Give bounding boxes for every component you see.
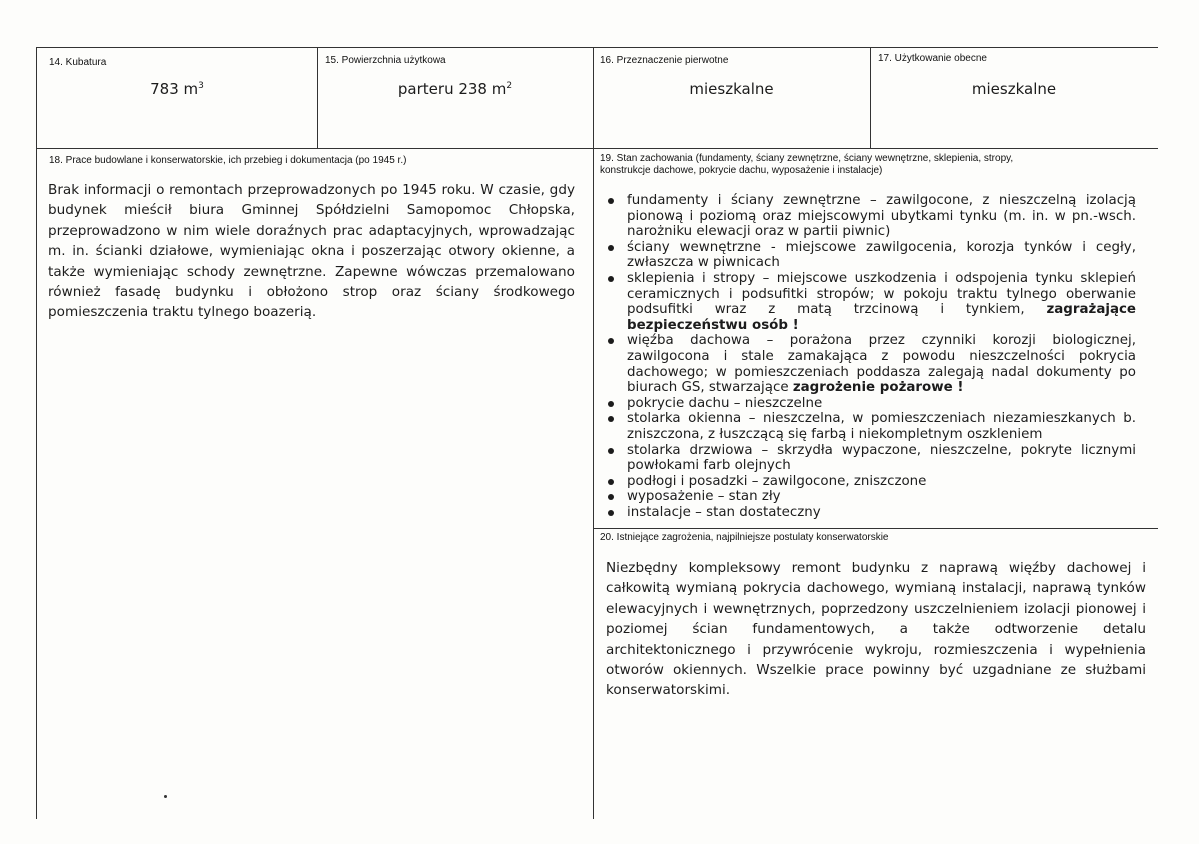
field-19-condition-list	[601, 193, 1136, 520]
field-14-unit-exponent: 3	[198, 81, 204, 91]
field-15-value	[317, 80, 593, 98]
field-14-label: 14. Kubatura	[49, 57, 107, 68]
field-15-value-text: parteru 238 m	[397, 80, 507, 98]
list-item: instalacje – stan dostateczny	[601, 505, 1136, 521]
field-19-label-line-1: 19. Stan zachowania (fundamenty, ściany zewnętrzne, ściany wewnętrzne, sklepienia, stropy,	[600, 153, 1014, 164]
field-14-value-text: 783 m	[150, 80, 199, 98]
list-item: pokrycie dachu – nieszczelne	[601, 396, 1136, 412]
field-14-value	[37, 80, 317, 98]
list-item: wyposażenie – stan zły	[601, 489, 1136, 505]
field-17-value: mieszkalne	[971, 80, 1057, 98]
field-19-label	[600, 153, 1150, 177]
row-divider-right	[593, 528, 1158, 529]
list-item: podłogi i posadzki – zawilgocone, zniszczone	[601, 474, 1136, 490]
stray-dot	[164, 795, 167, 798]
column-divider-center	[593, 48, 594, 819]
field-18-text: Brak informacji o remontach przeprowadzonych po 1945 roku. W czasie, gdy budynek mieścił biura Gminnej Spółdzielni Samopomoc Chłopska, przeprowadzono w nim wiele doraźnych prac adaptacyjnych, wprowadzając m. in. ścianki działowe, wymieniając okna i poszerzając otwory okienne, a także wymieniając schody zewnętrzne. Zapewne wówczas przemalowano również fasadę budynku i obłożono strop oraz ściany środkowego pomieszczenia traktu tylnego boazerią.	[48, 182, 575, 321]
list-item: więźba dachowa – porażona przez czynniki korozji biologicznej, zawilgocona i stale zamakająca z powodu nieszczelności pokrycia dachowego; w pomieszczeniach poddasza zalegają nadal dokumenty po biurach GS, stwarzające zagrożenie pożarowe !	[601, 333, 1136, 395]
list-item: stolarka drzwiowa – skrzydła wypaczone, nieszczelne, pokryte licznymi powłokami farb olejnych	[601, 443, 1136, 474]
field-15-unit-exponent: 2	[506, 81, 513, 91]
column-divider-3	[870, 48, 871, 148]
field-18-label: 18. Prace budowlane i konserwatorskie, ich przebieg i dokumentacja (po 1945 r.)	[49, 155, 407, 166]
field-16-label: 16. Przeznaczenie pierwotne	[600, 55, 729, 66]
field-19-label-line-2: konstrukcje dachowe, pokrycie dachu, wyposażenie i instalacje)	[600, 165, 883, 176]
column-divider-1	[317, 48, 318, 148]
field-20-label: 20. Istniejące zagrożenia, najpilniejsze postulaty konserwatorskie	[600, 532, 889, 543]
list-item: stolarka okienna – nieszczelna, w pomieszczeniach niezamieszkanych b. zniszczona, z łuszczącą się farbą i niekompletnym oszkleniem	[601, 411, 1136, 442]
list-item: fundamenty i ściany zewnętrzne – zawilgocone, z nieszczelną izolacją pionową i poziomą oraz miejscowymi ubytkami tynku (m. in. w pn.-wsch. narożniku elewacji oraz w partii piwnic)	[601, 193, 1136, 240]
row-divider-top	[37, 148, 1158, 149]
list-item: sklepienia i stropy – miejscowe uszkodzenia i odspojenia tynku sklepień ceramicznych i podsufitki stropów; w pokoju traktu tylnego oberwanie podsufitki wraz z matą trzcinową i tynkiem, zagrażające bezpieczeństwu osób !	[601, 271, 1136, 333]
list-item: ściany wewnętrzne - miejscowe zawilgocenia, korozja tynków i cegły, zwłaszcza w piwnicach	[601, 240, 1136, 271]
field-15-label: 15. Powierzchnia użytkowa	[325, 55, 446, 66]
form-sheet	[36, 47, 1158, 819]
field-20-text: Niezbędny kompleksowy remont budynku z naprawą więźby dachowej i całkowitą wymianą pokrycia dachowego, wymianą instalacji, naprawą tynków elewacyjnych i wewnętrznych, poprzedzony uszczelnieniem izolacji pionowej i poziomej ścian fundamentowych, a także odtworzenie detalu architektonicznego i przywrócenie wykroju, rozmieszczenia i wypełnienia otworów okiennych. Wszelkie prace powinny być uzgadniane ze służbami konserwatorskimi.	[606, 560, 1146, 699]
field-16-value: mieszkalne	[689, 80, 774, 98]
field-17-label: 17. Użytkowanie obecne	[878, 53, 987, 64]
